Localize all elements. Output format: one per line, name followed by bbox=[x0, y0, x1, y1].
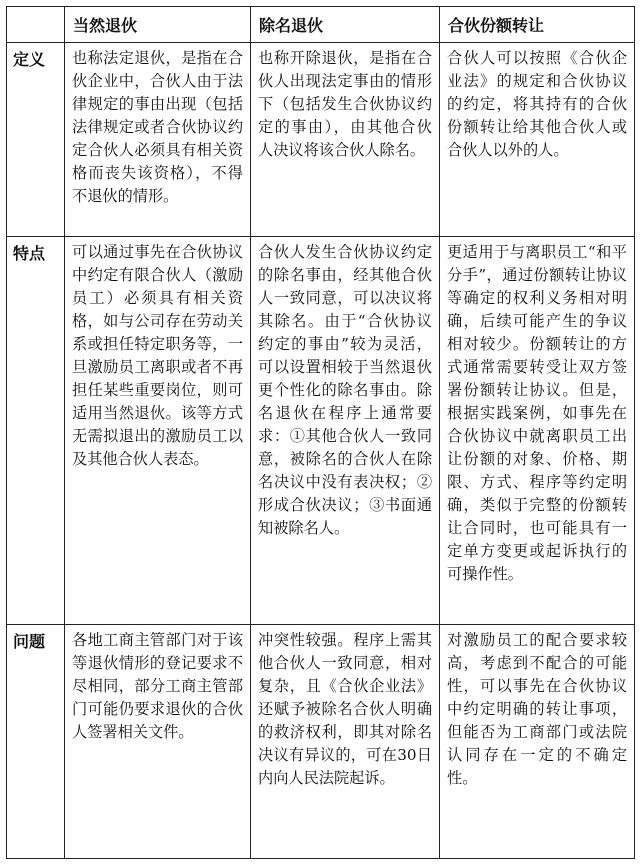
cell-problems-transfer: 对激励员工的配合要求较高，考虑到不配合的可能性，可以事先在合伙协议中约定明确的转让事项，但能否为工商部门或法院认同存在一定的不确定性。 bbox=[440, 625, 635, 859]
cell-problems-expulsion: 冲突性较强。程序上需其他合伙人一致同意，相对复杂，且《合伙企业法》还赋予被除名合伙人明确的救济权利，即其对除名决议有异议的，可在30日内向人民法院起诉。 bbox=[251, 625, 440, 859]
comparison-table bbox=[6, 6, 635, 859]
row-header-features: 特点 bbox=[7, 237, 65, 625]
table-row-features bbox=[7, 237, 635, 625]
row-header-problems: 问题 bbox=[7, 625, 65, 859]
column-header-natural-withdrawal: 当然退伙 bbox=[65, 7, 251, 43]
corner-cell bbox=[7, 7, 65, 43]
cell-definition-expulsion: 也称开除退伙，是指在合伙人出现法定事由的情形下（包括发生合伙协议约定的事由），由其他合伙人决议将该合伙人除名。 bbox=[251, 43, 440, 237]
table-row-definition bbox=[7, 43, 635, 237]
cell-features-transfer: 更适用于与离职员工“和平分手”，通过份额转让协议等确定的权利义务相对明确，后续可能产生的争议相对较少。份额转让的方式通常需要转受让双方签署份额转让协议。但是，根据实践案例，如事先在合伙协议中就离职员工出让份额的对象、价格、期限、方式、程序等约定明确，类似于完整的份额转让合同时，也可能具有一定单方变更或起诉执行的可操作性。 bbox=[440, 237, 635, 625]
cell-definition-natural: 也称法定退伙，是指在合伙企业中，合伙人由于法律规定的事由出现（包括法律规定或者合伙协议约定合伙人必须具有相关资格而丧失该资格），不得不退伙的情形。 bbox=[65, 43, 251, 237]
cell-problems-natural: 各地工商主管部门对于该等退伙情形的登记要求不尽相同，部分工商主管部门可能仍要求退伙的合伙人签署相关文件。 bbox=[65, 625, 251, 859]
header-row bbox=[7, 7, 635, 43]
row-header-definition: 定义 bbox=[7, 43, 65, 237]
cell-definition-transfer: 合伙人可以按照《合伙企业法》的规定和合伙协议的约定，将其持有的合伙份额转让给其他合伙人或合伙人以外的人。 bbox=[440, 43, 635, 237]
table-row-problems bbox=[7, 625, 635, 859]
cell-features-expulsion: 合伙人发生合伙协议约定的除名事由，经其他合伙人一致同意，可以决议将其除名。由于“合伙协议约定的事由”较为灵活，可以设置相较于当然退伙更个性化的除名事由。除名退伙在程序上通常要求：①其他合伙人一致同意，被除名的合伙人在除名决议中没有表决权；②形成合伙决议；③书面通知被除名人。 bbox=[251, 237, 440, 625]
column-header-expulsion-withdrawal: 除名退伙 bbox=[251, 7, 440, 43]
column-header-share-transfer: 合伙份额转让 bbox=[440, 7, 635, 43]
cell-features-natural: 可以通过事先在合伙协议中约定有限合伙人（激励员工）必须具有相关资格，如与公司存在劳动关系或担任特定职务等，一旦激励员工离职或者不再担任某些重要岗位，则可适用当然退伙。该等方式无需拟退出的激励员工以及其他合伙人表态。 bbox=[65, 237, 251, 625]
